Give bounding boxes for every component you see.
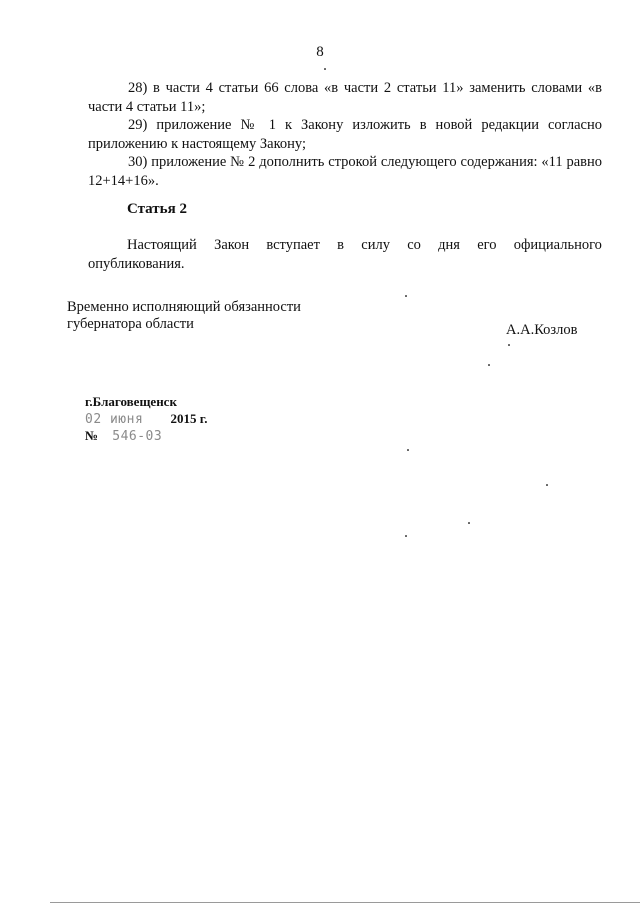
scan-speck (546, 484, 548, 486)
scan-speck (405, 295, 407, 297)
article-text (88, 236, 602, 273)
article-word: вступает (266, 237, 320, 253)
amendment-list (88, 79, 602, 190)
list-item-text: 29) приложение № 1 к Закону изложить в новой редакции согласно приложению к настоящему Закону; (88, 117, 602, 152)
scan-speck (407, 449, 409, 451)
article-word: со (407, 237, 421, 253)
scan-speck (324, 68, 326, 70)
list-item (88, 79, 602, 116)
article-word: в (337, 237, 345, 253)
signatory-title-line-2: губернатора области (67, 316, 194, 332)
scan-speck (488, 364, 490, 366)
article-word: Закон (214, 237, 250, 253)
law-number-row (85, 428, 162, 444)
signatory-name: А.А.Козлов (506, 322, 578, 338)
page-number: 8 (316, 44, 324, 60)
signatory-title-line-1: Временно исполняющий обязанности (67, 299, 301, 315)
article-word: официального (513, 237, 602, 253)
article-word: его (477, 237, 497, 253)
article-heading: Статья 2 (127, 201, 187, 217)
article-word: Настоящий (127, 237, 197, 253)
number-sign: № (85, 428, 99, 443)
year: 2015 г. (170, 411, 208, 426)
list-item (88, 153, 602, 190)
list-item-text: 30) приложение № 2 дополнить строкой следующего содержания: «11 равно 12+14+16». (88, 154, 602, 189)
scan-edge-line (50, 902, 640, 903)
list-item (88, 116, 602, 153)
article-line-1 (88, 236, 602, 255)
article-word: силу (361, 237, 390, 253)
date-row (85, 411, 207, 427)
law-number-stamp: 546-03 (112, 429, 163, 444)
scan-speck (468, 522, 470, 524)
date-stamp: 02 июня (85, 412, 144, 427)
list-item-text: 28) в части 4 статьи 66 слова «в части 2 статьи 11» заменить словами «в части 4 статьи 11»; (88, 80, 602, 115)
place-of-signing: г.Благовещенск (85, 394, 177, 409)
article-line-2: опубликования. (88, 255, 185, 272)
scan-speck (405, 535, 407, 537)
scan-speck (508, 344, 510, 346)
article-word: дня (438, 237, 460, 253)
